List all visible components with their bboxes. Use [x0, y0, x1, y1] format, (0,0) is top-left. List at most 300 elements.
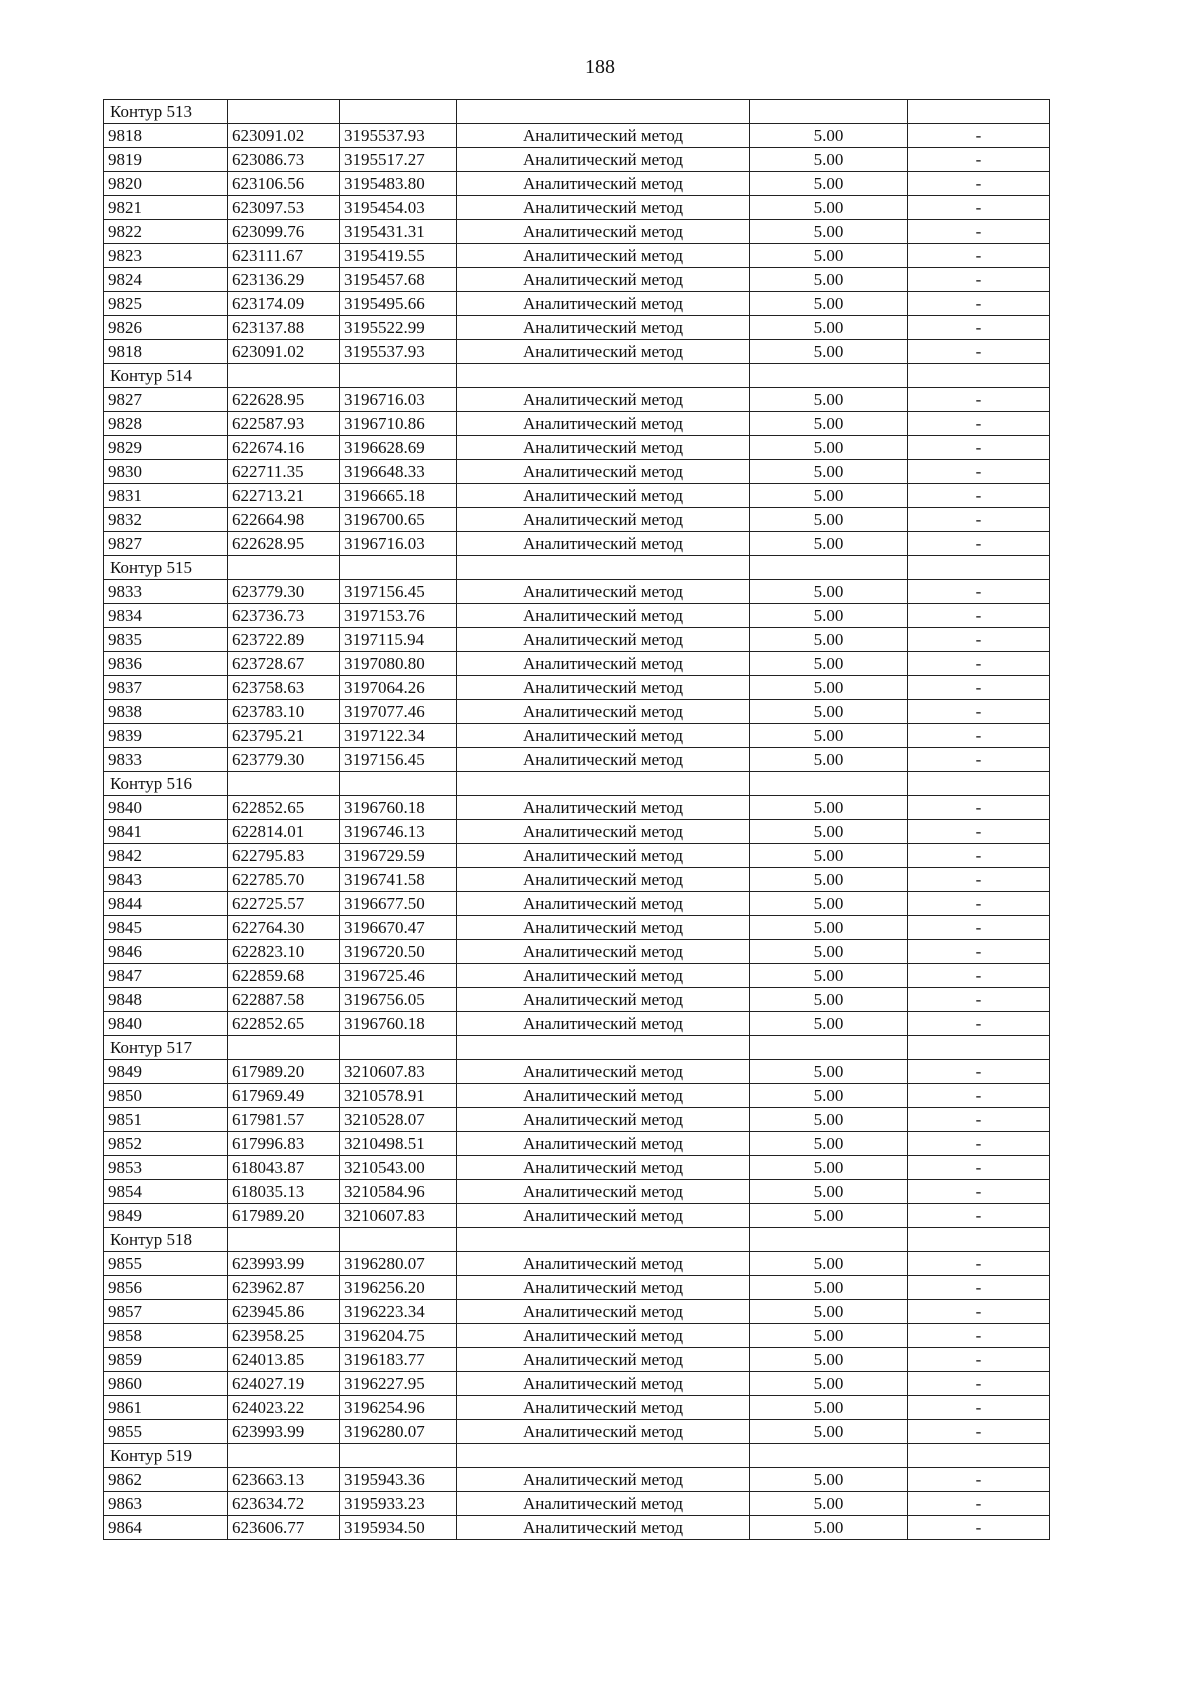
note-cell: - [908, 580, 1050, 604]
table-row [104, 844, 1050, 868]
accuracy-cell: 5.00 [750, 244, 908, 268]
table-row [104, 1012, 1050, 1036]
point-number-cell: 9856 [104, 1276, 228, 1300]
contour-name: Контур 515 [104, 556, 228, 580]
empty-cell [457, 1036, 750, 1060]
table-row [104, 1420, 1050, 1444]
y-coordinate-cell: 3196183.77 [340, 1348, 457, 1372]
empty-cell [750, 100, 908, 124]
method-cell: Аналитический метод [457, 1084, 750, 1108]
table-row [104, 676, 1050, 700]
y-coordinate-cell: 3196716.03 [340, 532, 457, 556]
y-coordinate-cell: 3196254.96 [340, 1396, 457, 1420]
y-coordinate-cell: 3197122.34 [340, 724, 457, 748]
method-cell: Аналитический метод [457, 1156, 750, 1180]
method-cell: Аналитический метод [457, 748, 750, 772]
point-number-cell: 9843 [104, 868, 228, 892]
y-coordinate-cell: 3210498.51 [340, 1132, 457, 1156]
x-coordinate-cell: 623091.02 [228, 124, 340, 148]
table-row [104, 412, 1050, 436]
y-coordinate-cell: 3196725.46 [340, 964, 457, 988]
method-cell: Аналитический метод [457, 268, 750, 292]
note-cell: - [908, 1492, 1050, 1516]
empty-cell [228, 364, 340, 388]
note-cell: - [908, 532, 1050, 556]
method-cell: Аналитический метод [457, 1060, 750, 1084]
x-coordinate-cell: 623728.67 [228, 652, 340, 676]
point-number-cell: 9841 [104, 820, 228, 844]
note-cell: - [908, 1516, 1050, 1540]
accuracy-cell: 5.00 [750, 1468, 908, 1492]
note-cell: - [908, 1132, 1050, 1156]
method-cell: Аналитический метод [457, 196, 750, 220]
point-number-cell: 9836 [104, 652, 228, 676]
note-cell: - [908, 148, 1050, 172]
empty-cell [908, 100, 1050, 124]
x-coordinate-cell: 622628.95 [228, 532, 340, 556]
note-cell: - [908, 1012, 1050, 1036]
x-coordinate-cell: 623136.29 [228, 268, 340, 292]
point-number-cell: 9826 [104, 316, 228, 340]
note-cell: - [908, 1084, 1050, 1108]
contour-header-row [104, 1444, 1050, 1468]
accuracy-cell: 5.00 [750, 1060, 908, 1084]
point-number-cell: 9855 [104, 1420, 228, 1444]
table-row [104, 820, 1050, 844]
y-coordinate-cell: 3196665.18 [340, 484, 457, 508]
table-row [104, 220, 1050, 244]
table-row [104, 436, 1050, 460]
point-number-cell: 9833 [104, 748, 228, 772]
method-cell: Аналитический метод [457, 1204, 750, 1228]
accuracy-cell: 5.00 [750, 1300, 908, 1324]
table-row [104, 148, 1050, 172]
x-coordinate-cell: 623099.76 [228, 220, 340, 244]
note-cell: - [908, 1348, 1050, 1372]
y-coordinate-cell: 3196710.86 [340, 412, 457, 436]
x-coordinate-cell: 622859.68 [228, 964, 340, 988]
accuracy-cell: 5.00 [750, 1252, 908, 1276]
accuracy-cell: 5.00 [750, 580, 908, 604]
accuracy-cell: 5.00 [750, 316, 908, 340]
y-coordinate-cell: 3197064.26 [340, 676, 457, 700]
accuracy-cell: 5.00 [750, 724, 908, 748]
x-coordinate-cell: 622674.16 [228, 436, 340, 460]
x-coordinate-cell: 623663.13 [228, 1468, 340, 1492]
note-cell: - [908, 1276, 1050, 1300]
point-number-cell: 9864 [104, 1516, 228, 1540]
point-number-cell: 9857 [104, 1300, 228, 1324]
x-coordinate-cell: 622785.70 [228, 868, 340, 892]
table-row [104, 196, 1050, 220]
table-row [104, 1516, 1050, 1540]
y-coordinate-cell: 3197077.46 [340, 700, 457, 724]
x-coordinate-cell: 622764.30 [228, 916, 340, 940]
y-coordinate-cell: 3196760.18 [340, 796, 457, 820]
contour-name: Контур 519 [104, 1444, 228, 1468]
accuracy-cell: 5.00 [750, 340, 908, 364]
accuracy-cell: 5.00 [750, 412, 908, 436]
note-cell: - [908, 1204, 1050, 1228]
accuracy-cell: 5.00 [750, 988, 908, 1012]
method-cell: Аналитический метод [457, 340, 750, 364]
accuracy-cell: 5.00 [750, 820, 908, 844]
empty-cell [457, 364, 750, 388]
x-coordinate-cell: 623106.56 [228, 172, 340, 196]
note-cell: - [908, 628, 1050, 652]
method-cell: Аналитический метод [457, 628, 750, 652]
point-number-cell: 9846 [104, 940, 228, 964]
method-cell: Аналитический метод [457, 724, 750, 748]
contour-header-row [104, 772, 1050, 796]
empty-cell [228, 100, 340, 124]
point-number-cell: 9828 [104, 412, 228, 436]
y-coordinate-cell: 3210528.07 [340, 1108, 457, 1132]
point-number-cell: 9862 [104, 1468, 228, 1492]
page-number: 188 [585, 56, 615, 78]
x-coordinate-cell: 622711.35 [228, 460, 340, 484]
note-cell: - [908, 196, 1050, 220]
method-cell: Аналитический метод [457, 1012, 750, 1036]
empty-cell [228, 1444, 340, 1468]
empty-cell [228, 1228, 340, 1252]
empty-cell [457, 1444, 750, 1468]
empty-cell [750, 772, 908, 796]
note-cell: - [908, 316, 1050, 340]
empty-cell [750, 1444, 908, 1468]
empty-cell [340, 1444, 457, 1468]
accuracy-cell: 5.00 [750, 484, 908, 508]
contour-name: Контур 516 [104, 772, 228, 796]
method-cell: Аналитический метод [457, 1372, 750, 1396]
y-coordinate-cell: 3196677.50 [340, 892, 457, 916]
accuracy-cell: 5.00 [750, 460, 908, 484]
table-row [104, 1300, 1050, 1324]
note-cell: - [908, 1468, 1050, 1492]
method-cell: Аналитический метод [457, 1252, 750, 1276]
note-cell: - [908, 820, 1050, 844]
method-cell: Аналитический метод [457, 1420, 750, 1444]
table-row [104, 1324, 1050, 1348]
method-cell: Аналитический метод [457, 436, 750, 460]
x-coordinate-cell: 623722.89 [228, 628, 340, 652]
point-number-cell: 9848 [104, 988, 228, 1012]
accuracy-cell: 5.00 [750, 220, 908, 244]
accuracy-cell: 5.00 [750, 148, 908, 172]
empty-cell [340, 772, 457, 796]
table-row [104, 964, 1050, 988]
point-number-cell: 9840 [104, 1012, 228, 1036]
note-cell: - [908, 1252, 1050, 1276]
point-number-cell: 9861 [104, 1396, 228, 1420]
x-coordinate-cell: 622664.98 [228, 508, 340, 532]
y-coordinate-cell: 3195933.23 [340, 1492, 457, 1516]
point-number-cell: 9827 [104, 532, 228, 556]
x-coordinate-cell: 622587.93 [228, 412, 340, 436]
y-coordinate-cell: 3210578.91 [340, 1084, 457, 1108]
x-coordinate-cell: 623945.86 [228, 1300, 340, 1324]
note-cell: - [908, 940, 1050, 964]
contour-name: Контур 513 [104, 100, 228, 124]
accuracy-cell: 5.00 [750, 1204, 908, 1228]
x-coordinate-cell: 622814.01 [228, 820, 340, 844]
y-coordinate-cell: 3196700.65 [340, 508, 457, 532]
method-cell: Аналитический метод [457, 1516, 750, 1540]
note-cell: - [908, 844, 1050, 868]
note-cell: - [908, 1324, 1050, 1348]
empty-cell [908, 1228, 1050, 1252]
table-row [104, 988, 1050, 1012]
method-cell: Аналитический метод [457, 604, 750, 628]
y-coordinate-cell: 3196746.13 [340, 820, 457, 844]
y-coordinate-cell: 3195495.66 [340, 292, 457, 316]
note-cell: - [908, 508, 1050, 532]
accuracy-cell: 5.00 [750, 436, 908, 460]
table-row [104, 124, 1050, 148]
point-number-cell: 9832 [104, 508, 228, 532]
accuracy-cell: 5.00 [750, 1396, 908, 1420]
x-coordinate-cell: 624023.22 [228, 1396, 340, 1420]
table-row [104, 868, 1050, 892]
method-cell: Аналитический метод [457, 1492, 750, 1516]
accuracy-cell: 5.00 [750, 388, 908, 412]
point-number-cell: 9852 [104, 1132, 228, 1156]
point-number-cell: 9818 [104, 124, 228, 148]
x-coordinate-cell: 623758.63 [228, 676, 340, 700]
table-row [104, 484, 1050, 508]
accuracy-cell: 5.00 [750, 892, 908, 916]
y-coordinate-cell: 3210584.96 [340, 1180, 457, 1204]
empty-cell [908, 364, 1050, 388]
x-coordinate-cell: 622887.58 [228, 988, 340, 1012]
x-coordinate-cell: 617989.20 [228, 1060, 340, 1084]
x-coordinate-cell: 623962.87 [228, 1276, 340, 1300]
point-number-cell: 9825 [104, 292, 228, 316]
point-number-cell: 9839 [104, 724, 228, 748]
accuracy-cell: 5.00 [750, 1108, 908, 1132]
accuracy-cell: 5.00 [750, 604, 908, 628]
point-number-cell: 9849 [104, 1060, 228, 1084]
table-row [104, 1180, 1050, 1204]
point-number-cell: 9845 [104, 916, 228, 940]
note-cell: - [908, 868, 1050, 892]
contour-header-row [104, 556, 1050, 580]
method-cell: Аналитический метод [457, 292, 750, 316]
contour-name: Контур 517 [104, 1036, 228, 1060]
accuracy-cell: 5.00 [750, 796, 908, 820]
table-row [104, 916, 1050, 940]
x-coordinate-cell: 618035.13 [228, 1180, 340, 1204]
method-cell: Аналитический метод [457, 220, 750, 244]
note-cell: - [908, 1372, 1050, 1396]
y-coordinate-cell: 3197156.45 [340, 580, 457, 604]
empty-cell [908, 772, 1050, 796]
accuracy-cell: 5.00 [750, 1084, 908, 1108]
point-number-cell: 9824 [104, 268, 228, 292]
point-number-cell: 9829 [104, 436, 228, 460]
note-cell: - [908, 1420, 1050, 1444]
accuracy-cell: 5.00 [750, 676, 908, 700]
table-row [104, 340, 1050, 364]
empty-cell [340, 1036, 457, 1060]
note-cell: - [908, 436, 1050, 460]
method-cell: Аналитический метод [457, 964, 750, 988]
note-cell: - [908, 988, 1050, 1012]
point-number-cell: 9847 [104, 964, 228, 988]
y-coordinate-cell: 3195934.50 [340, 1516, 457, 1540]
point-number-cell: 9840 [104, 796, 228, 820]
method-cell: Аналитический метод [457, 1276, 750, 1300]
accuracy-cell: 5.00 [750, 652, 908, 676]
empty-cell [340, 1228, 457, 1252]
x-coordinate-cell: 623958.25 [228, 1324, 340, 1348]
note-cell: - [908, 268, 1050, 292]
table-row [104, 316, 1050, 340]
accuracy-cell: 5.00 [750, 964, 908, 988]
method-cell: Аналитический метод [457, 532, 750, 556]
contour-header-row [104, 100, 1050, 124]
note-cell: - [908, 1060, 1050, 1084]
y-coordinate-cell: 3196204.75 [340, 1324, 457, 1348]
y-coordinate-cell: 3195483.80 [340, 172, 457, 196]
empty-cell [908, 1444, 1050, 1468]
x-coordinate-cell: 624027.19 [228, 1372, 340, 1396]
y-coordinate-cell: 3196223.34 [340, 1300, 457, 1324]
accuracy-cell: 5.00 [750, 748, 908, 772]
accuracy-cell: 5.00 [750, 1516, 908, 1540]
method-cell: Аналитический метод [457, 508, 750, 532]
accuracy-cell: 5.00 [750, 868, 908, 892]
point-number-cell: 9822 [104, 220, 228, 244]
empty-cell [340, 556, 457, 580]
method-cell: Аналитический метод [457, 868, 750, 892]
accuracy-cell: 5.00 [750, 1132, 908, 1156]
y-coordinate-cell: 3195537.93 [340, 340, 457, 364]
x-coordinate-cell: 623111.67 [228, 244, 340, 268]
method-cell: Аналитический метод [457, 1180, 750, 1204]
x-coordinate-cell: 624013.85 [228, 1348, 340, 1372]
empty-cell [750, 556, 908, 580]
note-cell: - [908, 676, 1050, 700]
accuracy-cell: 5.00 [750, 196, 908, 220]
note-cell: - [908, 412, 1050, 436]
note-cell: - [908, 388, 1050, 412]
empty-cell [908, 1036, 1050, 1060]
y-coordinate-cell: 3197156.45 [340, 748, 457, 772]
note-cell: - [908, 916, 1050, 940]
note-cell: - [908, 964, 1050, 988]
note-cell: - [908, 1180, 1050, 1204]
table-row [104, 628, 1050, 652]
point-number-cell: 9863 [104, 1492, 228, 1516]
empty-cell [340, 100, 457, 124]
table-row [104, 532, 1050, 556]
x-coordinate-cell: 623795.21 [228, 724, 340, 748]
point-number-cell: 9838 [104, 700, 228, 724]
x-coordinate-cell: 623779.30 [228, 748, 340, 772]
accuracy-cell: 5.00 [750, 916, 908, 940]
note-cell: - [908, 1108, 1050, 1132]
point-number-cell: 9860 [104, 1372, 228, 1396]
method-cell: Аналитический метод [457, 1108, 750, 1132]
point-number-cell: 9855 [104, 1252, 228, 1276]
table-row [104, 1396, 1050, 1420]
method-cell: Аналитический метод [457, 652, 750, 676]
table-row [104, 1084, 1050, 1108]
x-coordinate-cell: 623993.99 [228, 1420, 340, 1444]
method-cell: Аналитический метод [457, 1348, 750, 1372]
y-coordinate-cell: 3197153.76 [340, 604, 457, 628]
note-cell: - [908, 460, 1050, 484]
table-row [104, 1156, 1050, 1180]
method-cell: Аналитический метод [457, 244, 750, 268]
note-cell: - [908, 1300, 1050, 1324]
y-coordinate-cell: 3196720.50 [340, 940, 457, 964]
table-row [104, 1372, 1050, 1396]
table-row [104, 244, 1050, 268]
point-number-cell: 9849 [104, 1204, 228, 1228]
table-row [104, 1204, 1050, 1228]
note-cell: - [908, 892, 1050, 916]
point-number-cell: 9858 [104, 1324, 228, 1348]
x-coordinate-cell: 623783.10 [228, 700, 340, 724]
accuracy-cell: 5.00 [750, 940, 908, 964]
accuracy-cell: 5.00 [750, 1348, 908, 1372]
x-coordinate-cell: 623993.99 [228, 1252, 340, 1276]
y-coordinate-cell: 3195457.68 [340, 268, 457, 292]
contour-name: Контур 518 [104, 1228, 228, 1252]
point-number-cell: 9853 [104, 1156, 228, 1180]
table-row [104, 508, 1050, 532]
method-cell: Аналитический метод [457, 1324, 750, 1348]
y-coordinate-cell: 3196280.07 [340, 1252, 457, 1276]
table-row [104, 580, 1050, 604]
method-cell: Аналитический метод [457, 796, 750, 820]
x-coordinate-cell: 623091.02 [228, 340, 340, 364]
table-row [104, 1492, 1050, 1516]
method-cell: Аналитический метод [457, 940, 750, 964]
point-number-cell: 9823 [104, 244, 228, 268]
table-row [104, 724, 1050, 748]
point-number-cell: 9820 [104, 172, 228, 196]
x-coordinate-cell: 622852.65 [228, 796, 340, 820]
table-row [104, 700, 1050, 724]
y-coordinate-cell: 3196256.20 [340, 1276, 457, 1300]
method-cell: Аналитический метод [457, 820, 750, 844]
note-cell: - [908, 172, 1050, 196]
table-row [104, 1468, 1050, 1492]
note-cell: - [908, 244, 1050, 268]
table-row [104, 604, 1050, 628]
method-cell: Аналитический метод [457, 676, 750, 700]
table-row [104, 1348, 1050, 1372]
point-number-cell: 9851 [104, 1108, 228, 1132]
x-coordinate-cell: 617989.20 [228, 1204, 340, 1228]
table-row [104, 1108, 1050, 1132]
point-number-cell: 9859 [104, 1348, 228, 1372]
table-row [104, 892, 1050, 916]
y-coordinate-cell: 3196670.47 [340, 916, 457, 940]
accuracy-cell: 5.00 [750, 628, 908, 652]
table-row [104, 748, 1050, 772]
note-cell: - [908, 292, 1050, 316]
x-coordinate-cell: 622852.65 [228, 1012, 340, 1036]
x-coordinate-cell: 623779.30 [228, 580, 340, 604]
y-coordinate-cell: 3196648.33 [340, 460, 457, 484]
y-coordinate-cell: 3210607.83 [340, 1060, 457, 1084]
y-coordinate-cell: 3196628.69 [340, 436, 457, 460]
y-coordinate-cell: 3196716.03 [340, 388, 457, 412]
